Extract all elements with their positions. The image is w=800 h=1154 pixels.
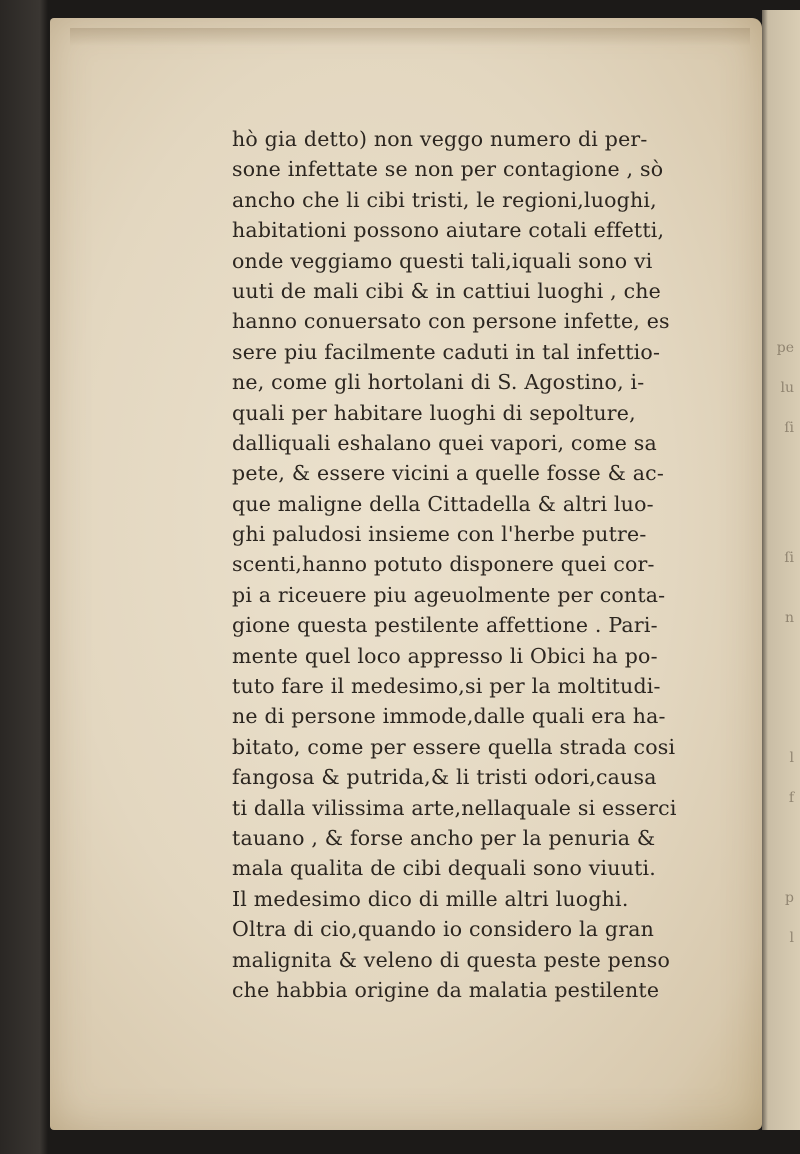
text-line: ti dalla vilissima arte,nellaquale si esserci bbox=[232, 795, 677, 820]
text-line: mente quel loco appresso li Obici ha po‐ bbox=[232, 643, 658, 668]
text-line: Oltra di cio,quando io considero la gran bbox=[232, 917, 655, 942]
text-line: che habbia origine da malatia pestilente bbox=[232, 977, 660, 1002]
text-line: dalliquali eshalano quei vapori, come sa bbox=[232, 430, 657, 455]
text-line: pete, & essere vicini a quelle fosse & ac‐ bbox=[232, 461, 664, 486]
text-line: ghi paludosi insieme con l'herbe putre‐ bbox=[232, 522, 647, 547]
text-line: Il medesimo dico di mille altri luoghi. bbox=[232, 886, 629, 911]
text-line: tuto fare il medesimo,si per la moltitudi‐ bbox=[232, 674, 661, 699]
text-line: ne, come gli hortolani di S. Agostino, i‐ bbox=[232, 370, 645, 395]
text-line: fangosa & putrida,& li tristi odori,causa bbox=[232, 765, 657, 790]
text-line: que maligne della Cittadella & altri luo‐ bbox=[232, 491, 654, 516]
text-line: ancho che li cibi tristi, le regioni,luoghi, bbox=[232, 187, 657, 212]
text-line: quali per habitare luoghi di sepolture, bbox=[232, 400, 636, 425]
text-line: uuti de mali cibi & in cattiui luoghi , che bbox=[232, 278, 662, 303]
text-line: malignita & veleno di questa peste penso bbox=[232, 947, 670, 972]
text-line: scenti,hanno potuto disponere quei cor‐ bbox=[232, 552, 655, 577]
text-line: hò gia detto) non veggo numero di per‐ bbox=[232, 127, 648, 151]
facing-page-edge: pe lu ſi ſi n l f p l bbox=[762, 10, 800, 1130]
text-line: pi a riceuere piu ageuolmente per conta‐ bbox=[232, 582, 666, 607]
text-line: mala qualita de cibi dequali sono viuuti. bbox=[232, 856, 657, 881]
text-line: onde veggiamo questi tali,iquali sono vi bbox=[232, 248, 653, 273]
text-line: hanno conuersato con persone infette, es bbox=[232, 309, 670, 334]
text-line: ne di persone immode,dalle quali era ha‐ bbox=[232, 704, 666, 729]
text-line: bitato, come per essere quella strada cosi bbox=[232, 734, 676, 759]
text-line: habitationi possono aiutare cotali effetti, bbox=[232, 218, 665, 243]
page-text-block bbox=[232, 124, 722, 1005]
text-line: sere piu facilmente caduti in tal infettio‐ bbox=[232, 339, 661, 364]
text-line: tauano , & forse ancho per la penuria & bbox=[232, 825, 656, 850]
text-line: sone infettate se non per contagione , sò bbox=[232, 157, 664, 182]
page-shadow bbox=[70, 28, 750, 46]
text-line: gione questa pestilente affettione . Pari‐ bbox=[232, 613, 658, 638]
